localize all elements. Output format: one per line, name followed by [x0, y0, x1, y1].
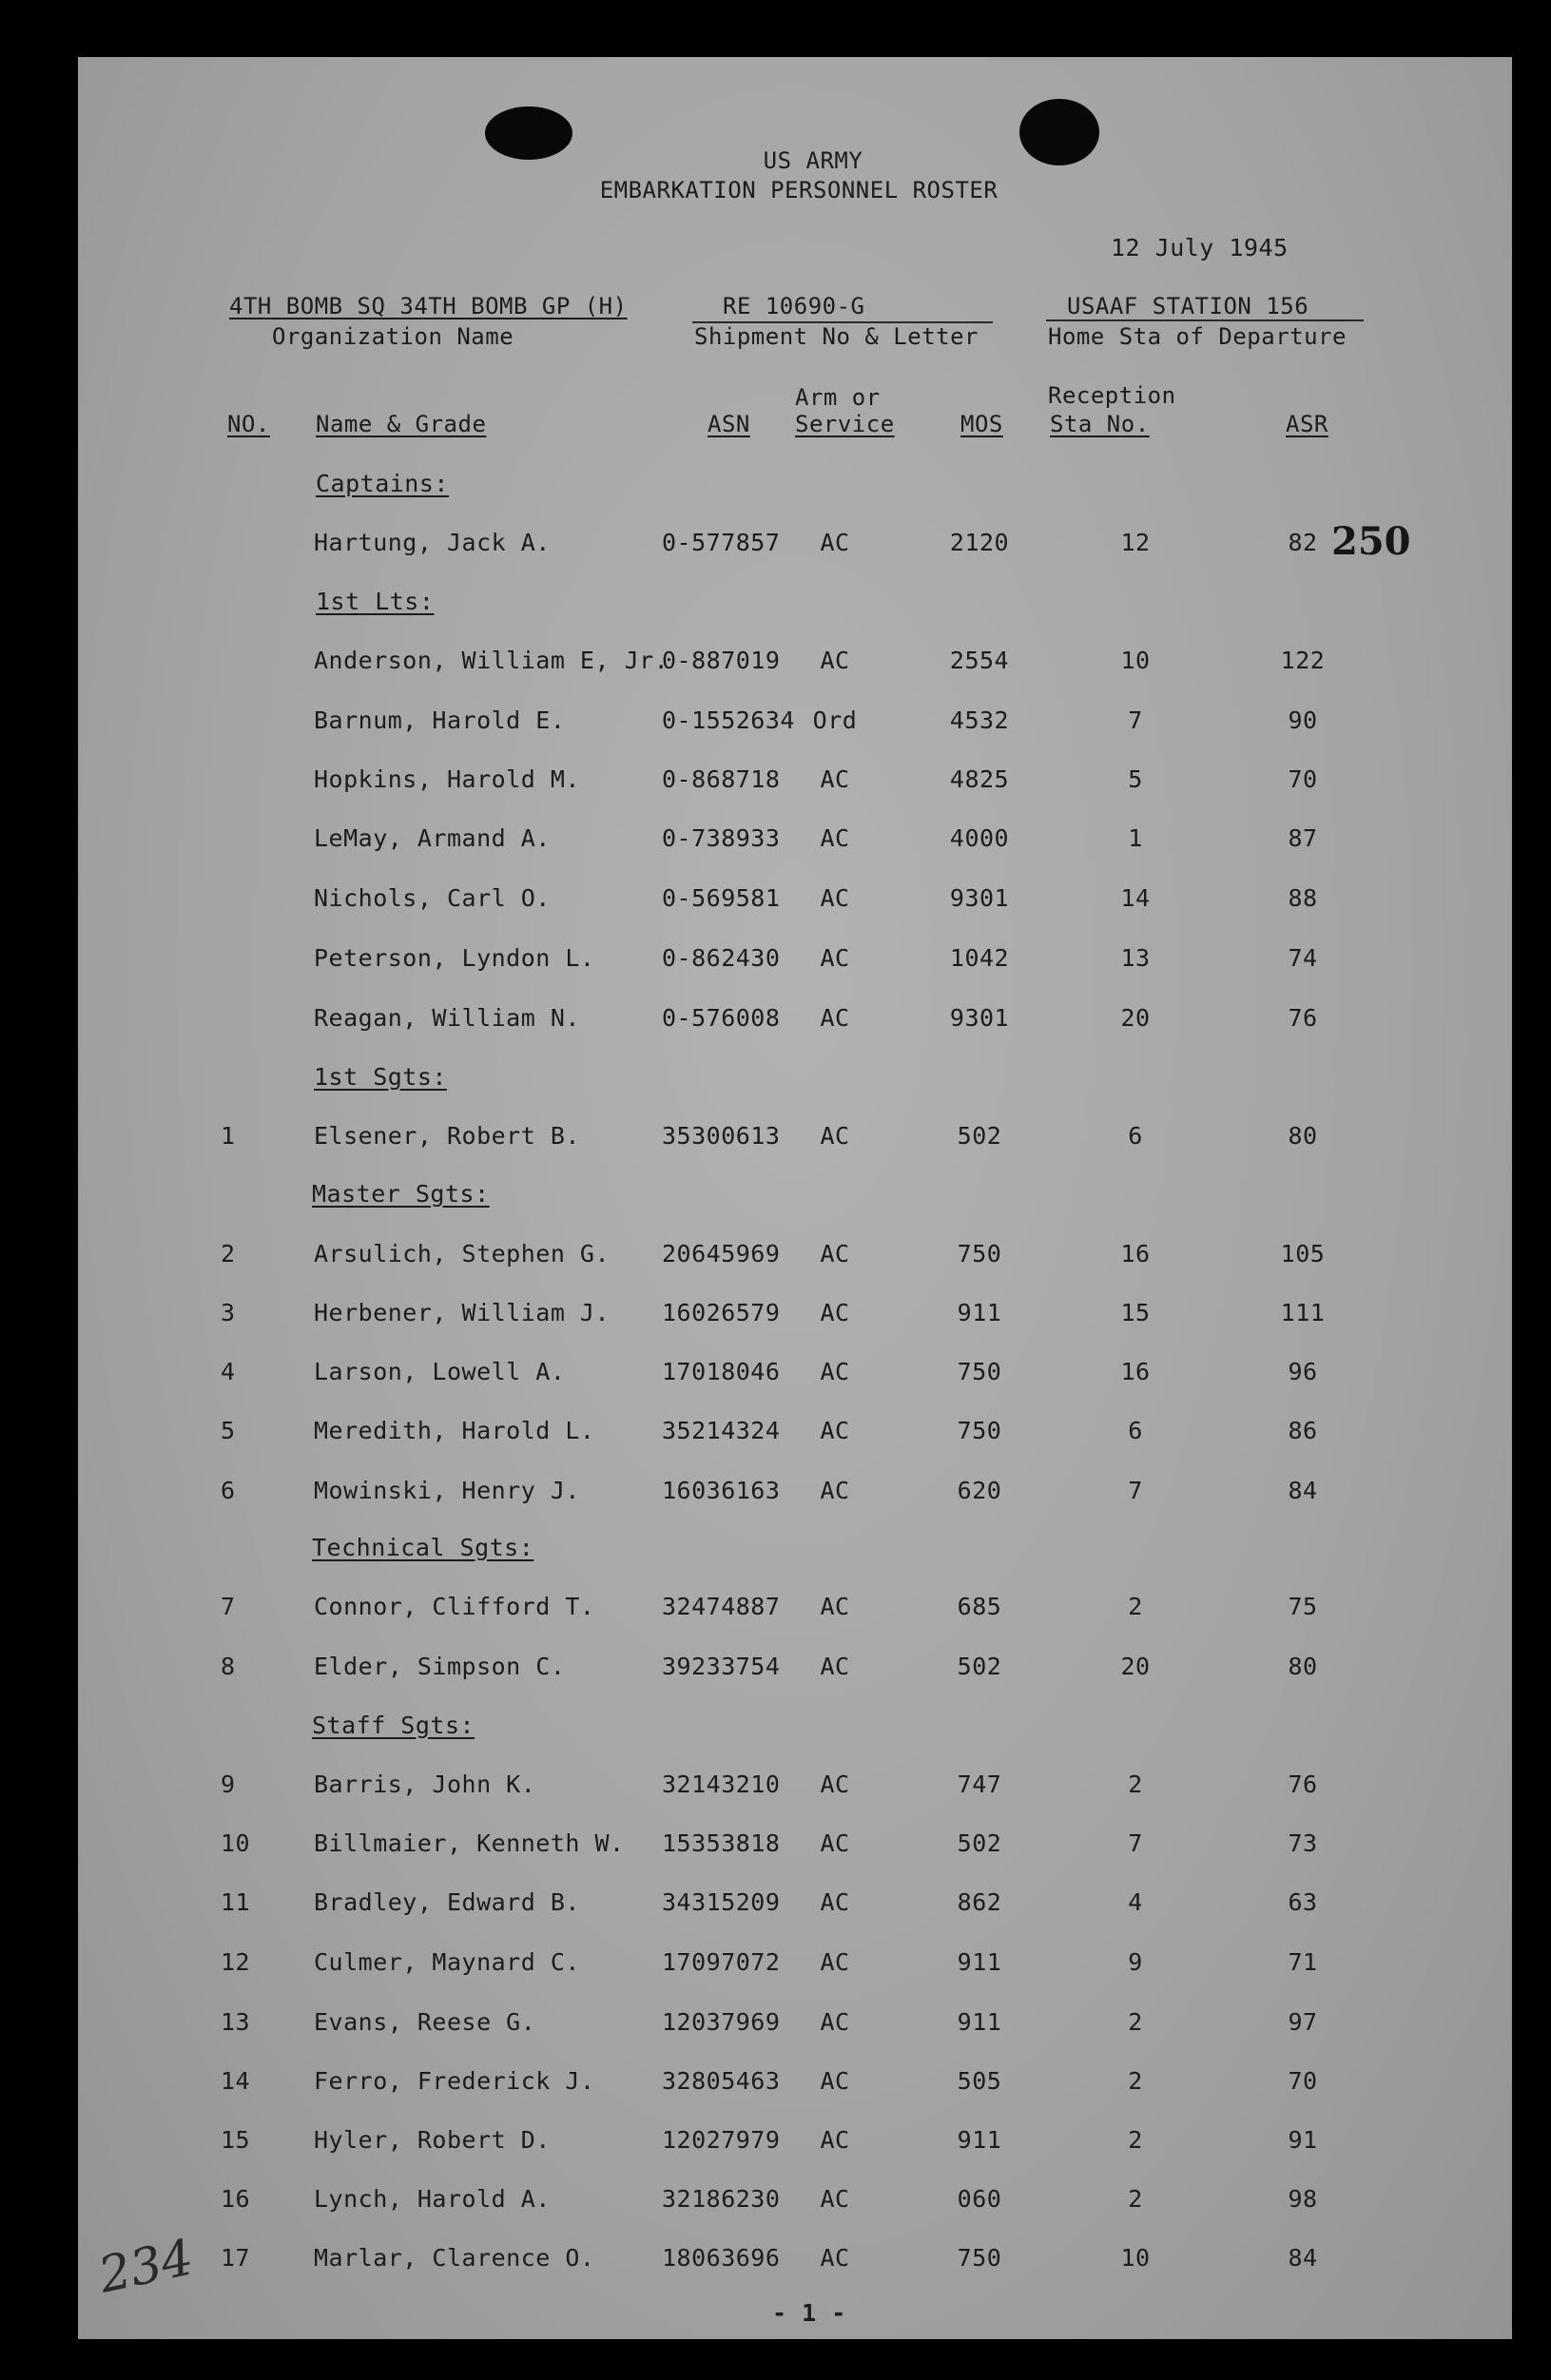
row-asr: 73 [1288, 1829, 1318, 1857]
row-arm-service: AC [820, 2244, 850, 2272]
row-asn: 32474887 [662, 1593, 781, 1620]
col-header-arm-line2: Service [795, 411, 895, 437]
row-name-grade: Lynch, Harold A. [314, 2185, 551, 2213]
row-reception-sta: 5 [1128, 765, 1143, 793]
row-reception-sta: 2 [1128, 2067, 1143, 2095]
row-asn: 0-738933 [662, 824, 781, 852]
row-name-grade: Bradley, Edward B. [314, 1888, 580, 1916]
row-arm-service: Ord [812, 706, 858, 734]
row-mos: 502 [957, 1829, 1002, 1857]
row-name-grade: Barris, John K. [314, 1770, 536, 1798]
row-reception-sta: 16 [1120, 1240, 1151, 1267]
row-reception-sta: 20 [1120, 1653, 1151, 1680]
row-name-grade: Herbener, William J. [314, 1299, 611, 1326]
row-reception-sta: 2 [1128, 1770, 1143, 1798]
organization-label: Organization Name [272, 323, 514, 350]
row-reception-sta: 10 [1120, 2244, 1151, 2272]
section-first-lts: 1st Lts: [316, 588, 435, 615]
col-header-asr: ASR [1286, 411, 1328, 437]
row-asr: 80 [1288, 1653, 1318, 1680]
row-reception-sta: 1 [1128, 824, 1143, 852]
row-asn: 35300613 [662, 1122, 781, 1150]
row-asr: 91 [1288, 2126, 1318, 2154]
station-value: USAAF STATION 156 [1067, 293, 1309, 319]
row-arm-service: AC [820, 1948, 850, 1976]
row-number: 12 [221, 1948, 251, 1976]
row-arm-service: AC [820, 884, 850, 912]
row-asn: 32143210 [662, 1770, 781, 1798]
row-arm-service: AC [820, 765, 850, 793]
section-staff-sgts: Staff Sgts: [312, 1712, 475, 1739]
row-asr: 76 [1288, 1770, 1318, 1798]
row-name-grade: Elder, Simpson C. [314, 1653, 566, 1680]
row-asr: 63 [1288, 1888, 1318, 1916]
row-arm-service: AC [820, 1770, 850, 1798]
stamped-total: 250 [1331, 519, 1411, 564]
organization-value: 4TH BOMB SQ 34TH BOMB GP (H) [229, 293, 628, 319]
row-asr: 111 [1280, 1299, 1326, 1326]
row-mos: 911 [957, 1299, 1002, 1326]
row-reception-sta: 7 [1128, 1829, 1143, 1857]
row-arm-service: AC [820, 1122, 850, 1150]
row-name-grade: Culmer, Maynard C. [314, 1948, 580, 1976]
row-asr: 97 [1288, 2008, 1318, 2036]
row-asn: 34315209 [662, 1888, 781, 1916]
row-asr: 88 [1288, 884, 1318, 912]
row-number: 5 [221, 1417, 236, 1444]
row-asn: 0-576008 [662, 1004, 781, 1032]
row-name-grade: Hartung, Jack A. [314, 529, 551, 556]
row-reception-sta: 2 [1128, 2126, 1143, 2154]
row-arm-service: AC [820, 1299, 850, 1326]
row-name-grade: Evans, Reese G. [314, 2008, 536, 2036]
row-arm-service: AC [820, 2126, 850, 2154]
row-arm-service: AC [820, 647, 850, 674]
handwritten-note: 234 [93, 2229, 199, 2305]
row-reception-sta: 2 [1128, 1593, 1143, 1620]
row-arm-service: AC [820, 1653, 850, 1680]
row-mos: 9301 [949, 1004, 1010, 1032]
row-name-grade: Meredith, Harold L. [314, 1417, 595, 1444]
row-number: 3 [221, 1299, 236, 1326]
ink-blot-left [485, 106, 572, 160]
row-asn: 39233754 [662, 1653, 781, 1680]
row-mos: 505 [957, 2067, 1002, 2095]
row-asn: 0-577857 [662, 529, 781, 556]
row-number: 11 [221, 1888, 251, 1916]
row-arm-service: AC [820, 1829, 850, 1857]
row-mos: 502 [957, 1653, 1002, 1680]
row-asn: 20645969 [662, 1240, 781, 1267]
row-mos: 4825 [949, 765, 1010, 793]
station-label: Home Sta of Departure [1048, 323, 1347, 350]
station-underline [1046, 319, 1364, 321]
section-master-sgts: Master Sgts: [312, 1180, 490, 1208]
row-asr: 80 [1288, 1122, 1318, 1150]
row-mos: 2120 [949, 529, 1010, 556]
row-reception-sta: 20 [1120, 1004, 1151, 1032]
row-name-grade: Peterson, Lyndon L. [314, 944, 595, 972]
row-asn: 16026579 [662, 1299, 781, 1326]
row-mos: 750 [957, 1417, 1002, 1444]
row-name-grade: Hopkins, Harold M. [314, 765, 580, 793]
row-mos: 911 [957, 1948, 1002, 1976]
row-mos: 862 [957, 1888, 1002, 1916]
row-asr: 74 [1288, 944, 1318, 972]
row-asr: 90 [1288, 706, 1318, 734]
row-name-grade: Marlar, Clarence O. [314, 2244, 595, 2272]
section-first-sgts: 1st Sgts: [314, 1063, 447, 1091]
row-asn: 0-569581 [662, 884, 781, 912]
row-number: 13 [221, 2008, 251, 2036]
row-number: 8 [221, 1653, 236, 1680]
row-reception-sta: 7 [1128, 706, 1143, 734]
section-captains: Captains: [316, 470, 449, 497]
row-asr: 70 [1288, 2067, 1318, 2095]
row-mos: 502 [957, 1122, 1002, 1150]
row-number: 10 [221, 1829, 251, 1857]
row-mos: 750 [957, 2244, 1002, 2272]
row-number: 16 [221, 2185, 251, 2213]
row-asn: 0-868718 [662, 765, 781, 793]
row-mos: 060 [957, 2185, 1002, 2213]
row-mos: 911 [957, 2126, 1002, 2154]
col-header-arm-line1: Arm or [795, 384, 881, 411]
row-asr: 122 [1280, 647, 1326, 674]
row-mos: 750 [957, 1240, 1002, 1267]
row-arm-service: AC [820, 944, 850, 972]
col-header-no: NO. [227, 411, 270, 437]
col-header-asn: ASN [708, 411, 750, 437]
row-reception-sta: 7 [1128, 1477, 1143, 1504]
row-arm-service: AC [820, 1358, 850, 1385]
row-asn: 17097072 [662, 1948, 781, 1976]
section-tech-sgts: Technical Sgts: [312, 1534, 534, 1561]
row-name-grade: Connor, Clifford T. [314, 1593, 595, 1620]
row-arm-service: AC [820, 1240, 850, 1267]
row-number: 14 [221, 2067, 251, 2095]
row-name-grade: Mowinski, Henry J. [314, 1477, 580, 1504]
row-asr: 82 [1288, 529, 1318, 556]
row-asn: 0-887019 [662, 647, 781, 674]
row-reception-sta: 16 [1120, 1358, 1151, 1385]
row-asr: 86 [1288, 1417, 1318, 1444]
row-number: 9 [221, 1770, 236, 1798]
row-name-grade: Hyler, Robert D. [314, 2126, 551, 2154]
col-header-mos: MOS [960, 411, 1003, 437]
row-reception-sta: 12 [1120, 529, 1151, 556]
row-mos: 9301 [949, 884, 1010, 912]
row-asn: 18063696 [662, 2244, 781, 2272]
row-asn: 17018046 [662, 1358, 781, 1385]
row-asr: 70 [1288, 765, 1318, 793]
row-asr: 105 [1280, 1240, 1326, 1267]
row-name-grade: Ferro, Frederick J. [314, 2067, 595, 2095]
row-asn: 32805463 [662, 2067, 781, 2095]
row-asr: 75 [1288, 1593, 1318, 1620]
row-asn: 12027979 [662, 2126, 781, 2154]
row-asn: 16036163 [662, 1477, 781, 1504]
row-reception-sta: 2 [1128, 2185, 1143, 2213]
row-mos: 750 [957, 1358, 1002, 1385]
row-arm-service: AC [820, 1477, 850, 1504]
row-arm-service: AC [820, 824, 850, 852]
row-name-grade: LeMay, Armand A. [314, 824, 551, 852]
row-reception-sta: 13 [1120, 944, 1151, 972]
row-name-grade: Arsulich, Stephen G. [314, 1240, 611, 1267]
ink-blot-right [1019, 99, 1099, 165]
row-mos: 2554 [949, 647, 1010, 674]
row-arm-service: AC [820, 2185, 850, 2213]
row-arm-service: AC [820, 1888, 850, 1916]
row-asn: 32186230 [662, 2185, 781, 2213]
row-mos: 685 [957, 1593, 1002, 1620]
row-number: 1 [221, 1122, 236, 1150]
row-name-grade: Barnum, Harold E. [314, 706, 566, 734]
row-reception-sta: 6 [1128, 1122, 1143, 1150]
row-number: 4 [221, 1358, 236, 1385]
row-asr: 87 [1288, 824, 1318, 852]
row-number: 7 [221, 1593, 236, 1620]
row-asr: 76 [1288, 1004, 1318, 1032]
row-asn: 35214324 [662, 1417, 781, 1444]
row-reception-sta: 2 [1128, 2008, 1143, 2036]
col-header-name: Name & Grade [316, 411, 487, 437]
row-name-grade: Reagan, William N. [314, 1004, 580, 1032]
page-number: - 1 - [772, 2299, 846, 2327]
row-asr: 84 [1288, 1477, 1318, 1504]
col-header-rec-line2: Sta No. [1050, 411, 1150, 437]
row-arm-service: AC [820, 1417, 850, 1444]
row-mos: 4000 [949, 824, 1010, 852]
row-number: 2 [221, 1240, 236, 1267]
shipment-value: RE 10690-G [723, 293, 865, 319]
row-asr: 84 [1288, 2244, 1318, 2272]
row-name-grade: Nichols, Carl O. [314, 884, 551, 912]
row-name-grade: Larson, Lowell A. [314, 1358, 566, 1385]
row-asr: 98 [1288, 2185, 1318, 2213]
row-reception-sta: 9 [1128, 1948, 1143, 1976]
row-mos: 4532 [949, 706, 1010, 734]
row-number: 17 [221, 2244, 251, 2272]
row-name-grade: Anderson, William E, Jr. [314, 647, 669, 674]
row-reception-sta: 4 [1128, 1888, 1143, 1916]
row-number: 6 [221, 1477, 236, 1504]
row-arm-service: AC [820, 2008, 850, 2036]
row-mos: 620 [957, 1477, 1002, 1504]
row-arm-service: AC [820, 2067, 850, 2095]
row-mos: 747 [957, 1770, 1002, 1798]
row-mos: 1042 [949, 944, 1010, 972]
row-reception-sta: 14 [1120, 884, 1151, 912]
row-arm-service: AC [820, 1593, 850, 1620]
row-arm-service: AC [820, 529, 850, 556]
row-asn: 0-862430 [662, 944, 781, 972]
row-asn: 0-1552634 [662, 706, 795, 734]
row-asr: 96 [1288, 1358, 1318, 1385]
col-header-rec-line1: Reception [1048, 382, 1176, 409]
row-reception-sta: 15 [1120, 1299, 1151, 1326]
row-mos: 911 [957, 2008, 1002, 2036]
row-reception-sta: 6 [1128, 1417, 1143, 1444]
row-name-grade: Elsener, Robert B. [314, 1122, 580, 1150]
header-subtitle: EMBARKATION PERSONNEL ROSTER [599, 177, 998, 203]
row-arm-service: AC [820, 1004, 850, 1032]
row-number: 15 [221, 2126, 251, 2154]
shipment-label: Shipment No & Letter [694, 323, 979, 350]
roster-date: 12 July 1945 [1111, 234, 1289, 261]
row-asn: 15353818 [662, 1829, 781, 1857]
row-asr: 71 [1288, 1948, 1318, 1976]
row-reception-sta: 10 [1120, 647, 1151, 674]
row-name-grade: Billmaier, Kenneth W. [314, 1829, 625, 1857]
header-title: US ARMY [763, 147, 863, 174]
row-asn: 12037969 [662, 2008, 781, 2036]
